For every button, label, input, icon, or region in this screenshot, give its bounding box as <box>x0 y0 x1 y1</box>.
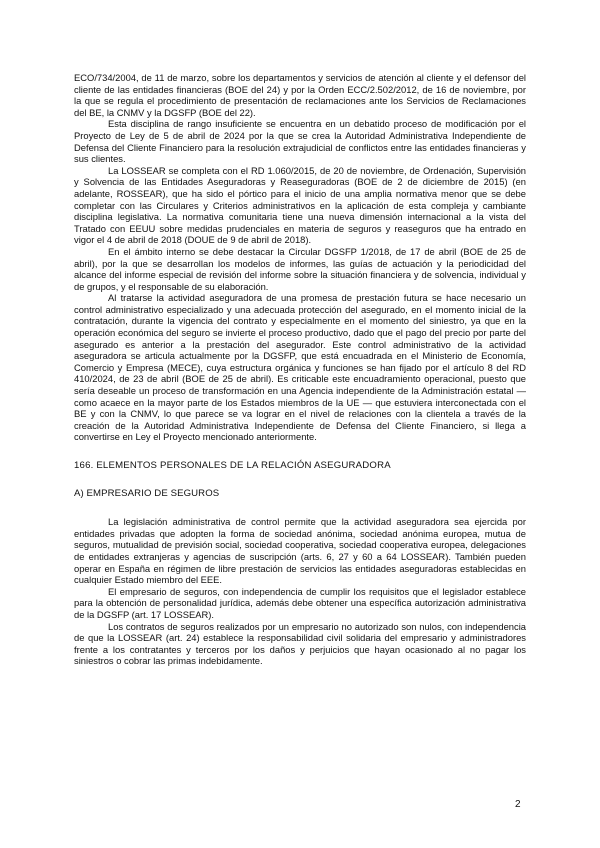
section-heading: 166. ELEMENTOS PERSONALES DE LA RELACIÓN ASEGURADORA <box>74 460 391 471</box>
paragraph-control-administrativo: Al tratarse la actividad aseguradora de una promesa de prestación futura se hace necesario un control administrativo especializado y una adecuada protección del asegurado, en el momento inicial de la contratación, durante la vigencia del contrato y especialmente en el momento del siniestro, ya que en la operación económica del seguro se invierte el proceso productivo, dado que el pago del precio por parte del asegurado es anterior a la prestación del asegurador. Este control administrativo de la actividad aseguradora se articula actualmente por la DGSFP, que está encuadrada en el Ministerio de Economía, Comercio y Empresa (MECE), cuya estructura orgánica y funciones se han fijado por el artículo 8 del RD 410/2024, de 23 de abril (BOE de 25 de abril). Es criticable este encuadramiento operacional, puesto que sería deseable un proceso de transformación en una Agencia independiente de la Administración estatal — como acaece en la mayor parte de los Estados miembros de la UE — que estuviera interconectada con el BE y con la CNMV, lo que parece se va lograr en el nivel de relaciones con la clientela a través de la creación de la Autoridad Administrativa Independiente de Defensa del Cliente Financiero, si llega a convertirse en Ley el Proyecto mencionado anteriormente. <box>74 292 526 443</box>
paragraph-autorizacion: El empresario de seguros, con independencia de cumplir los requisitos que el legislador establece para la obtención de personalidad jurídica, además debe obtener una específica autorización administrativa de la DGSFP (art. 17 LOSSEAR). <box>74 585 526 620</box>
paragraph-proyecto-ley: Esta disciplina de rango insuficiente se encuentra en un debatido proceso de modificación por el Proyecto de Ley de 5 de abril de 2024 por la que se crea la Autoridad Administrativa Independiente de Defensa del Cliente Financiero para la resolución extrajudicial de conflictos entre las entidades financieras y sus clientes. <box>74 118 526 165</box>
paragraph-lossear-rossear: La LOSSEAR se completa con el RD 1.060/2015, de 20 de noviembre, de Ordenación, Supervisión y Solvencia de las Entidades Aseguradoras y Reaseguradoras (BOE de 2 de diciembre de 2015) (en adelante, ROSSEAR), que ha sido el pórtico para el inicio de una amplia normativa menor que se debe completar con las Circulares y Criterios administrativos en la aplicación de esta compleja y cambiante disciplina legislativa. La normativa comunitaria tiene una nueva dimensión internacional a la vista del Tratado con EEUU sobre medidas prudenciales en materia de seguros y reaseguros que ha entrado en vigor el 4 de abril de 2018 (DOUE de 9 de abril de 2018). <box>74 164 526 246</box>
subsection-heading: A) EMPRESARIO DE SEGUROS <box>74 487 220 499</box>
paragraph-contratos-nulos: Los contratos de seguros realizados por un empresario no autorizado son nulos, con independencia de que la LOSSEAR (art. 24) establece la responsabilidad civil solidaria del empresario y administradores frente a los contratantes y terceros por los daños y perjuicios que hayan ocasionado al no pagar los siniestros o cobrar las primas indebidamente. <box>74 620 526 667</box>
page-body <box>74 72 526 667</box>
paragraph-circular-dgsfp: En el ámbito interno se debe destacar la Circular DGSFP 1/2018, de 17 de abril (BOE de 25 de abril), por la que se desarrollan los modelos de informes, las guías de actuación y la periodicidad del alcance del informe especial de revisión del informe sobre la situación financiera y de solvencia, individual y de grupos, y el responsable de su elaboración. <box>74 245 526 292</box>
paragraph-continuation: ECO/734/2004, de 11 de marzo, sobre los departamentos y servicios de atención al cliente y el defensor del cliente de las entidades financieras (BOE del 24) y por la Orden ECC/2.502/2012, de 16 de noviembre, por la que se regula el procedimiento de presentación de reclamaciones ante los Servicios de Reclamaciones del BE, la CNMV y la DGSFP (BOE del 22). <box>74 72 526 118</box>
paragraph-formas-sociales: La legislación administrativa de control permite que la actividad aseguradora sea ejercida por entidades privadas que adopten la forma de sociedad anónima, sociedad anónima europea, mutua de seguros, mutualidad de previsión social, sociedad cooperativa, sociedad cooperativa europea, delegaciones de entidades extranjeras y agencias de suscripción (arts. 6, 27 y 60 a 64 LOSSEAR). También pueden operar en España en régimen de libre prestación de servicios las entidades aseguradoras establecidas en cualquier Estado miembro del EEE. <box>74 516 526 586</box>
page-number: 2 <box>515 799 521 810</box>
